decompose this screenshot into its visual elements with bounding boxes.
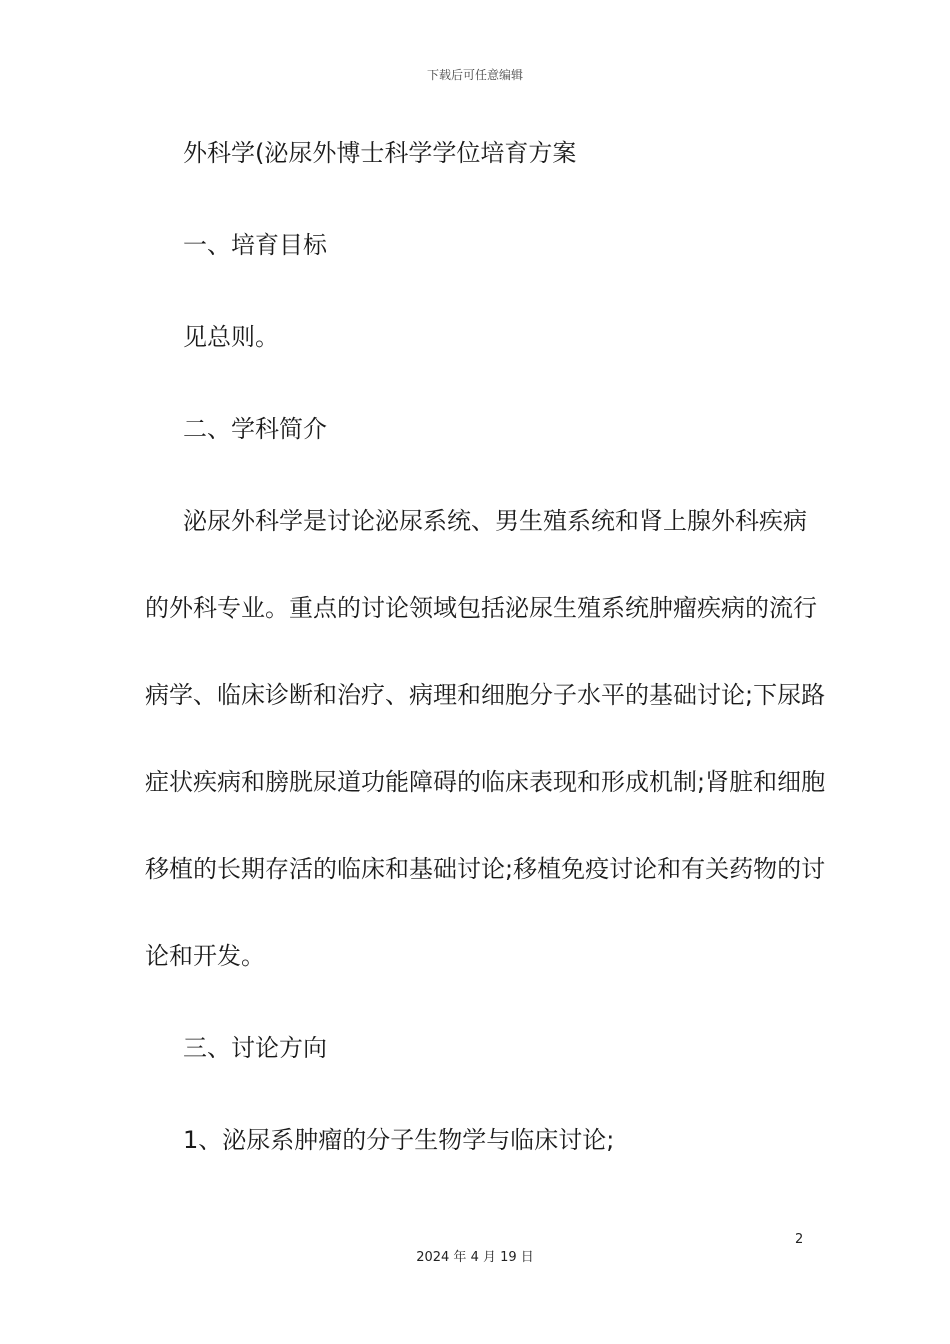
- section2-paragraph-line: 论和开发。: [145, 942, 265, 970]
- section1-body: 见总则。: [183, 323, 279, 351]
- section2-paragraph-line: 泌尿外科学是讨论泌尿系统、男生殖系统和肾上腺外科疾病: [183, 507, 807, 535]
- section3-heading: 三、讨论方向: [183, 1034, 327, 1062]
- section2-paragraph-line: 病学、临床诊断和治疗、病理和细胞分子水平的基础讨论;下尿路: [145, 681, 826, 709]
- document-body: [145, 131, 826, 1162]
- section2-paragraph-line: 移植的长期存活的临床和基础讨论;移植免疫讨论和有关药物的讨: [145, 855, 826, 883]
- document-title: 外科学(泌尿外博士科学学位培育方案: [183, 139, 577, 167]
- section2-heading: 二、学科简介: [183, 415, 327, 443]
- section2-paragraph-line: 症状疾病和膀胱尿道功能障碍的临床表现和形成机制;肾脏和细胞: [145, 768, 826, 796]
- page-number: 2: [795, 1232, 804, 1247]
- section3-item-1: 1、泌尿系肿瘤的分子生物学与临床讨论;: [183, 1126, 615, 1154]
- footer-date: 2024 年 4 月 19 日: [416, 1250, 534, 1265]
- section1-heading: 一、培育目标: [183, 231, 327, 259]
- page-header: 下载后可任意编辑: [426, 68, 523, 82]
- section2-paragraph-line: 的外科专业。重点的讨论领域包括泌尿生殖系统肿瘤疾病的流行: [145, 594, 817, 622]
